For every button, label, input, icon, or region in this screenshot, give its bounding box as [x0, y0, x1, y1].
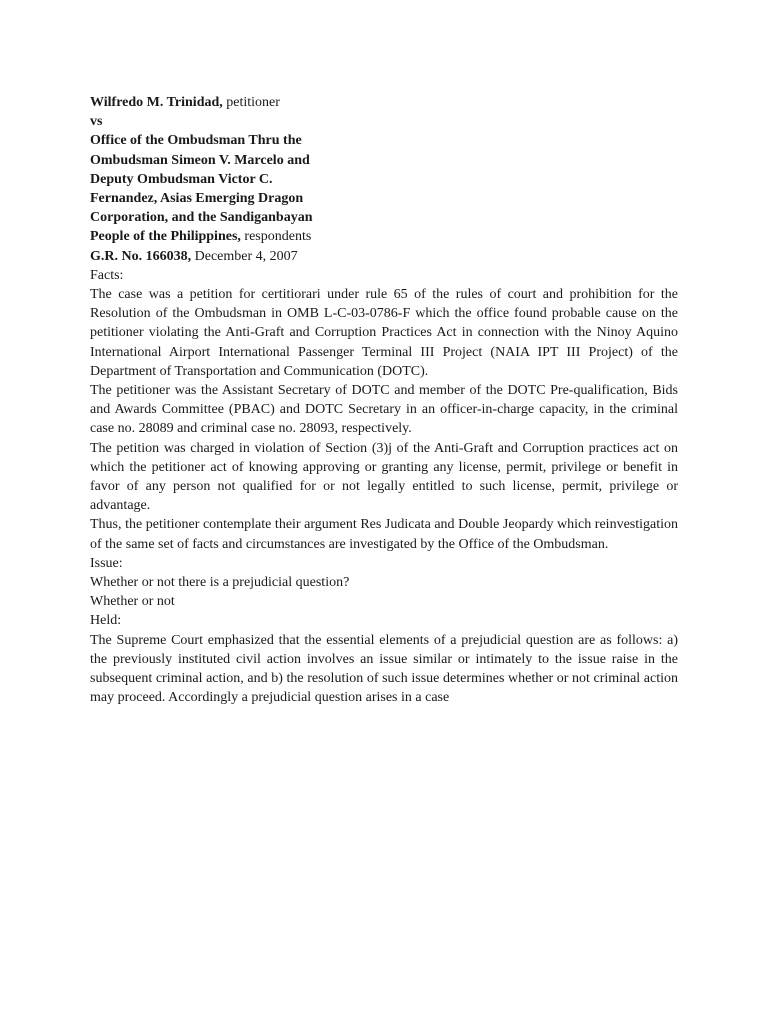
held-paragraph: The Supreme Court emphasized that the essential elements of a prejudicial question are as follows: a) the previously instituted civil action involves an issue similar or intimately to the issue raise in the subsequent criminal action, and b) the resolution of such issue determines whether or not criminal action may proceed. Accordingly a prejudicial question arises in a case	[90, 632, 678, 706]
respondents-role: respondents	[240, 229, 312, 245]
document-body	[90, 93, 678, 708]
held-heading: Held:	[90, 613, 122, 629]
facts-paragraph: The petitioner was the Assistant Secretary of DOTC and member of the DOTC Pre-qualification, Bids and Awards Committee (PBAC) and DOTC Secretary in an officer-in-charge capacity, in the criminal case no. 28089 and criminal case no. 28093, respectively.	[90, 383, 678, 437]
case-citation	[90, 247, 678, 266]
issue-heading: Issue:	[90, 555, 123, 571]
petitioner-line	[90, 93, 678, 112]
facts-paragraph: The petition was charged in violation of Section (3)j of the Anti-Graft and Corruption practices act on which the petitioner act of knowing approving or granting any license, permit, privilege or benefit in favor of any person not qualified for or not legally entitled to such license, permit, privilege or advantage.	[90, 440, 678, 514]
facts-heading: Facts:	[90, 267, 124, 283]
issue-question: Whether or not	[90, 594, 175, 610]
respondents-name: Office of the Ombudsman Thru the Ombudsman Simeon V. Marcelo and Deputy Ombudsman Victor C. Fernandez, Asias Emerging Dragon Corporation, and the Sandiganbayan People of the Philippines,	[90, 133, 313, 245]
issue-question: Whether or not there is a prejudicial question?	[90, 575, 350, 591]
petitioner-name: Wilfredo M. Trinidad,	[90, 95, 223, 110]
decision-date: December 4, 2007	[191, 248, 298, 264]
versus-label: vs	[90, 114, 103, 130]
gr-number: G.R. No. 166038,	[90, 248, 192, 264]
petitioner-role: petitioner	[222, 95, 280, 110]
facts-paragraph: The case was a petition for certitiorari under rule 65 of the rules of court and prohibition for the Resolution of the Ombudsman in OMB L-C-03-0786-F which the office found probable cause on the petitioner violating the Anti-Graft and Corruption Practices Act in connection with the Ninoy Aquino International Airport International Passenger Terminal III Project (NAIA IPT III Project) of the Department of Transportation and Communication (DOTC).	[90, 287, 678, 379]
facts-paragraph: Thus, the petitioner contemplate their argument Res Judicata and Double Jeopardy which reinvestigation of the same set of facts and circumstances are investigated by the Office of the Ombudsman.	[90, 517, 678, 552]
respondents-block	[90, 131, 330, 246]
